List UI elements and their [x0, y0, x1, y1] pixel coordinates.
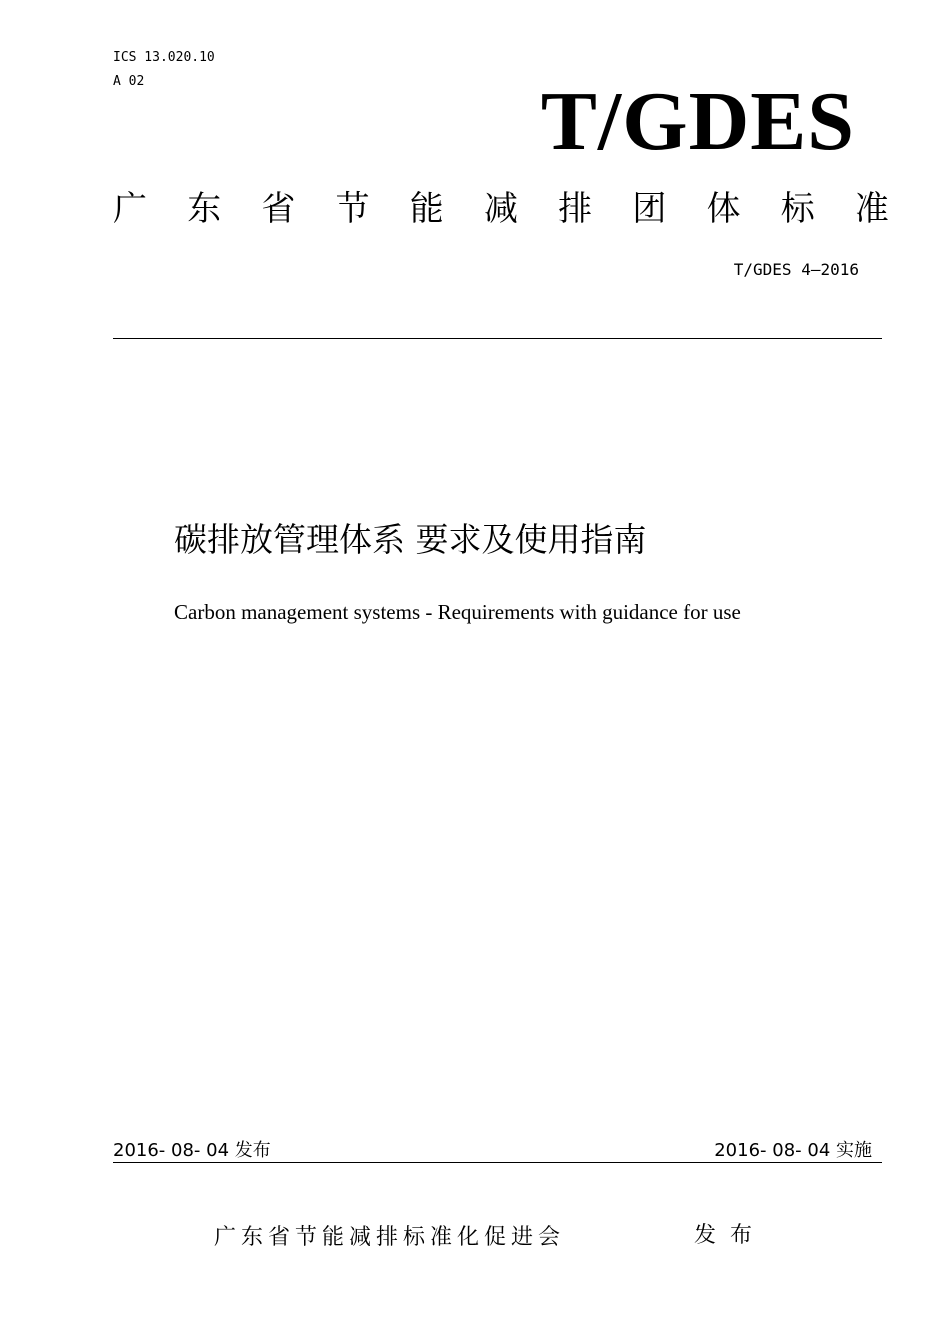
org-title-char: 节	[335, 189, 370, 229]
org-title-char: 排	[558, 189, 593, 229]
publish-label: 发布	[694, 1223, 767, 1248]
org-title-char: 准	[854, 189, 889, 229]
org-title-char: 广	[113, 189, 147, 229]
standard-number: T/GDES 4—2016	[733, 260, 859, 279]
ics-code: ICS 13.020.10	[113, 50, 215, 65]
document-title-english: Carbon management systems - Requirements with guidance for use	[174, 600, 741, 624]
ccs-code: A 02	[113, 74, 145, 89]
issue-date: 2016- 08- 04 发布	[113, 1140, 271, 1161]
org-title-char: 体	[706, 189, 741, 229]
date-divider	[113, 1162, 882, 1163]
org-title-char: 团	[632, 189, 667, 229]
org-standard-title	[113, 188, 889, 230]
publisher-name: 广东省节能减排标准化促进会	[214, 1225, 566, 1250]
org-title-char: 东	[187, 189, 222, 229]
org-title-char: 标	[780, 189, 815, 229]
org-title-char: 能	[409, 189, 444, 229]
header-divider	[113, 338, 882, 339]
org-title-char: 减	[483, 189, 518, 229]
document-title-chinese: 碳排放管理体系 要求及使用指南	[174, 520, 647, 559]
org-title-char: 省	[261, 189, 296, 229]
standard-logo: T/GDES	[540, 75, 855, 168]
implementation-date: 2016- 08- 04 实施	[714, 1140, 872, 1161]
